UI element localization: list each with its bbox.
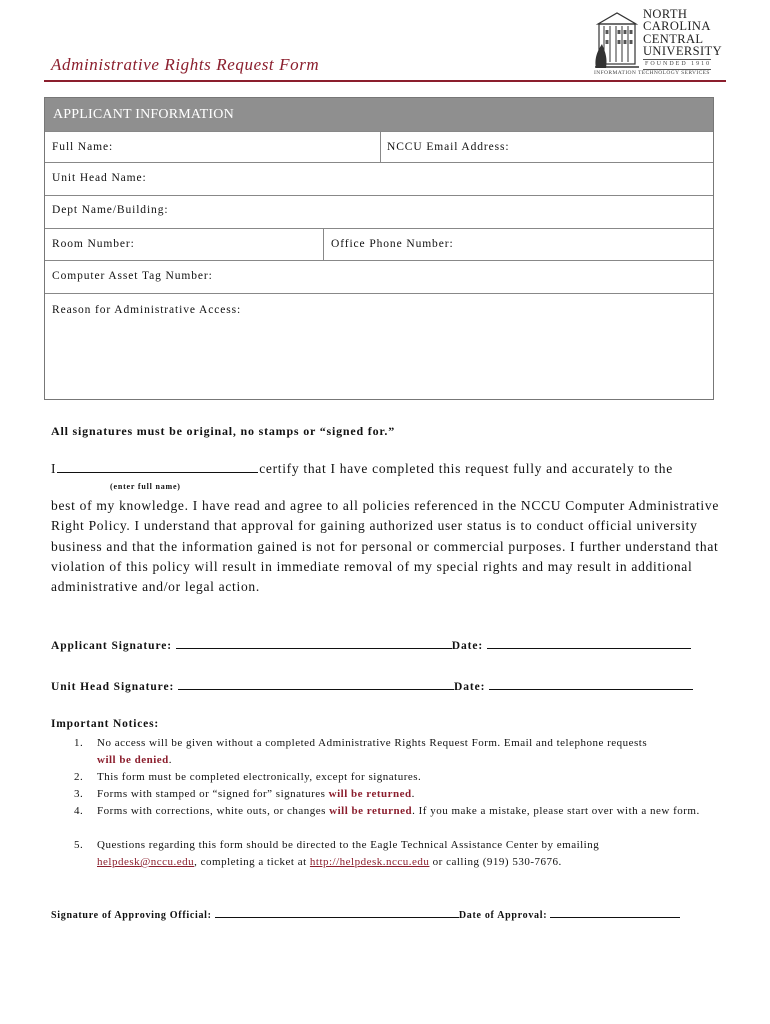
approving-official-label: Signature of Approving Official: [51, 910, 212, 921]
certification-paragraph: best of my knowledge. I have read and agree to all policies referenced in the NCCU Computer Administrative Right Policy. I understand that approval for gaining authorized user status is to conduct official university business and that the information gained is not for personal or commercial purposes. I further understand that violation of this policy will result in immediate removal of my special rights and may result in additional administrative and/or legal action. [51, 498, 720, 595]
room-number-label[interactable]: Room Number: [52, 238, 135, 250]
applicant-signature-row [51, 638, 691, 652]
helpdesk-email-link[interactable]: helpdesk@nccu.edu [97, 856, 195, 868]
row-divider [45, 260, 713, 261]
certification-first-line [51, 461, 673, 477]
applicant-info-header: APPLICANT INFORMATION [45, 98, 713, 131]
logo-line: CAROLINA [643, 19, 711, 34]
row-divider [45, 162, 713, 163]
form-title: Administrative Rights Request Form [51, 55, 320, 74]
reason-label[interactable]: Reason for Administrative Access: [52, 304, 242, 316]
logo-line: CENTRAL [643, 31, 704, 46]
notice-text [97, 735, 727, 769]
certification-suffix: certify that I have completed this request fully and accurately to the [259, 461, 673, 476]
notice-number: 5. [74, 839, 84, 851]
unit-head-signature-row [51, 679, 693, 693]
notice-text [97, 786, 727, 803]
notice-number: 3. [74, 788, 84, 800]
unit-head-date-line[interactable] [489, 679, 693, 690]
notice-warning: will be returned [328, 788, 412, 800]
approval-date-line[interactable] [550, 907, 680, 918]
notice-number: 2. [74, 771, 84, 783]
unit-head-label[interactable]: Unit Head Name: [52, 172, 147, 184]
notices-title: Important Notices: [51, 718, 159, 730]
dept-building-label[interactable]: Dept Name/Building: [52, 204, 169, 216]
notice-number: 1. [74, 737, 84, 749]
notice-number: 4. [74, 805, 84, 817]
applicant-signature-label: Applicant Signature: [51, 640, 172, 652]
notice-body: No access will be given without a completed Administrative Rights Request Form. Email and telephone requests [97, 737, 648, 749]
enter-name-hint: (enter full name) [110, 482, 181, 491]
unit-head-signature-line[interactable] [178, 679, 454, 690]
logo-wordmark [643, 8, 722, 57]
nccu-logo [590, 7, 722, 78]
applicant-date-line[interactable] [487, 638, 691, 649]
column-divider [380, 131, 381, 162]
row-divider [45, 131, 713, 132]
notice-body: Questions regarding this form should be directed to the Eagle Technical Assistance Center by emailing [97, 839, 600, 851]
asset-tag-label[interactable]: Computer Asset Tag Number: [52, 270, 213, 282]
office-phone-label[interactable]: Office Phone Number: [331, 238, 454, 250]
column-divider [323, 228, 324, 260]
notice-body: Forms with corrections, white outs, or changes [97, 805, 326, 817]
full-name-label[interactable]: Full Name: [52, 141, 114, 153]
logo-line: NORTH [643, 7, 688, 21]
notice-text: This form must be completed electronically, except for signatures. [97, 771, 422, 783]
building-icon [594, 10, 640, 70]
logo-founded: FOUNDED 1910 [645, 61, 712, 67]
notice-end: . [411, 788, 415, 800]
applicant-info-table [44, 97, 714, 400]
notice-end: . If you make a mistake, please start over with a new form. [412, 805, 700, 817]
full-name-blank[interactable] [57, 462, 258, 473]
notice-end: . [168, 754, 173, 766]
approving-official-line[interactable] [215, 907, 459, 918]
notice-body: Forms with stamped or “signed for” signatures [97, 788, 326, 800]
row-divider [45, 195, 713, 196]
notice-text [97, 837, 727, 871]
logo-department: INFORMATION TECHNOLOGY SERVICES [594, 70, 710, 76]
notice-text [97, 803, 727, 820]
applicant-date-label: Date: [451, 640, 484, 652]
notice-body: , completing a ticket at [194, 856, 307, 868]
helpdesk-url-link[interactable]: http://helpdesk.nccu.edu [309, 856, 430, 868]
notice-warning: will be returned [329, 805, 413, 817]
row-divider [45, 228, 713, 229]
signature-note: All signatures must be original, no stamps or “signed for.” [51, 424, 396, 438]
approval-row [51, 907, 680, 921]
unit-head-date-label: Date: [454, 681, 486, 693]
email-label[interactable]: NCCU Email Address: [387, 141, 510, 153]
applicant-signature-line[interactable] [176, 638, 452, 649]
approval-date-label: Date of Approval: [458, 910, 548, 921]
notice-warning: will be denied [97, 754, 169, 766]
certification-prefix: I [51, 461, 57, 476]
title-divider [44, 80, 726, 82]
logo-divider [643, 59, 711, 60]
unit-head-signature-label: Unit Head Signature: [51, 681, 175, 693]
notice-end: or calling (919) 530-7676. [432, 856, 562, 868]
logo-line: UNIVERSITY [643, 43, 722, 58]
row-divider [45, 293, 713, 294]
